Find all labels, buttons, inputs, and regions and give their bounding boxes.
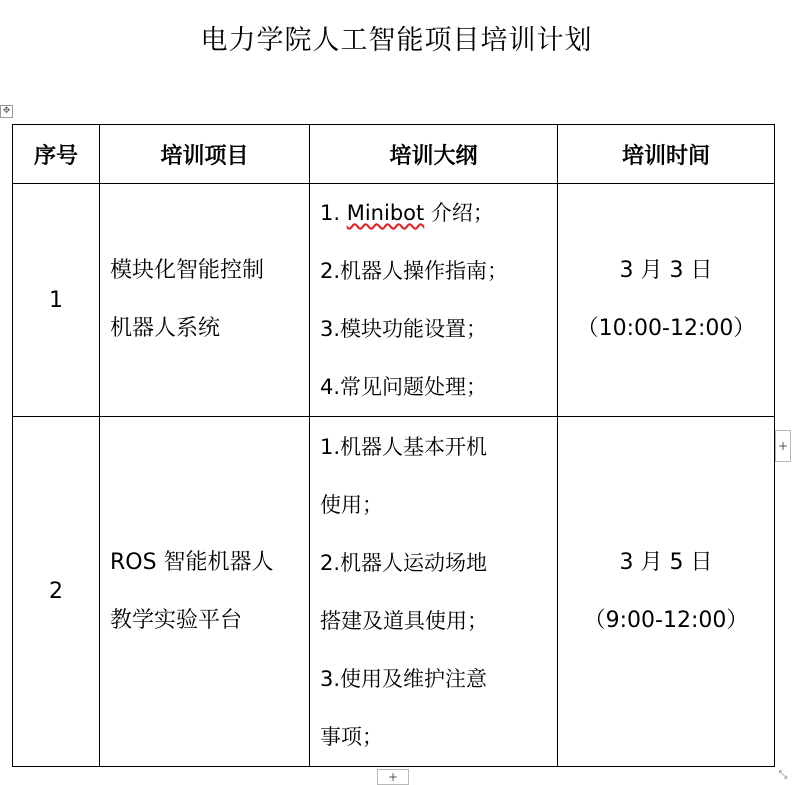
project-line: 模块化智能控制 — [110, 258, 265, 283]
plus-icon: + — [777, 439, 789, 453]
row-outline — [310, 184, 558, 417]
project-line: 机器人系统 — [110, 316, 221, 341]
project-line: 教学实验平台 — [110, 607, 243, 633]
document-title: 电力学院人工智能项目培训计划 — [200, 25, 593, 56]
outline-line: 2.机器人操作指南； — [320, 259, 509, 283]
outline-suffix: 介绍； — [424, 201, 494, 225]
row-project — [100, 417, 310, 767]
header-index: 序号 — [13, 125, 100, 184]
training-plan-table — [12, 124, 775, 767]
row-outline — [310, 417, 558, 767]
outline-line — [310, 184, 557, 242]
table-header-row — [13, 125, 775, 184]
training-date: 3 月 3 日 — [619, 258, 713, 283]
outline-line: 2.机器人运动场地 — [320, 550, 488, 575]
training-date: 3 月 5 日 — [619, 549, 713, 575]
outline-line: 使用； — [320, 492, 383, 517]
row-index: 2 — [13, 417, 100, 767]
table-row — [13, 417, 775, 767]
row-index: 1 — [13, 184, 100, 417]
outline-prefix: 1. — [320, 201, 347, 225]
outline-line: 1.机器人基本开机 — [320, 434, 488, 459]
table-resize-handle-icon[interactable]: ⤡ — [778, 768, 788, 781]
outline-line: 3.使用及维护注意 — [320, 666, 488, 691]
outline-line: 4.常见问题处理； — [320, 375, 488, 399]
add-row-button[interactable] — [377, 769, 409, 785]
row-project — [100, 184, 310, 417]
header-project: 培训项目 — [100, 125, 310, 184]
outline-line: 搭建及道具使用； — [320, 608, 488, 633]
header-outline: 培训大纲 — [310, 125, 558, 184]
table-row — [13, 184, 775, 417]
outline-line: 3.模块功能设置； — [320, 317, 488, 341]
project-line: ROS 智能机器人 — [110, 549, 274, 575]
row-time — [558, 184, 775, 417]
header-time: 培训时间 — [558, 125, 775, 184]
row-time — [558, 417, 775, 767]
plus-icon: + — [387, 770, 399, 784]
training-hours: （9:00-12:00） — [583, 607, 749, 633]
misspelled-word[interactable]: Minibot — [346, 201, 425, 225]
training-hours: （10:00-12:00） — [576, 316, 756, 341]
outline-line: 事项； — [320, 724, 383, 749]
add-column-button[interactable] — [775, 430, 791, 462]
table-move-icon[interactable]: ✥ — [0, 105, 13, 118]
